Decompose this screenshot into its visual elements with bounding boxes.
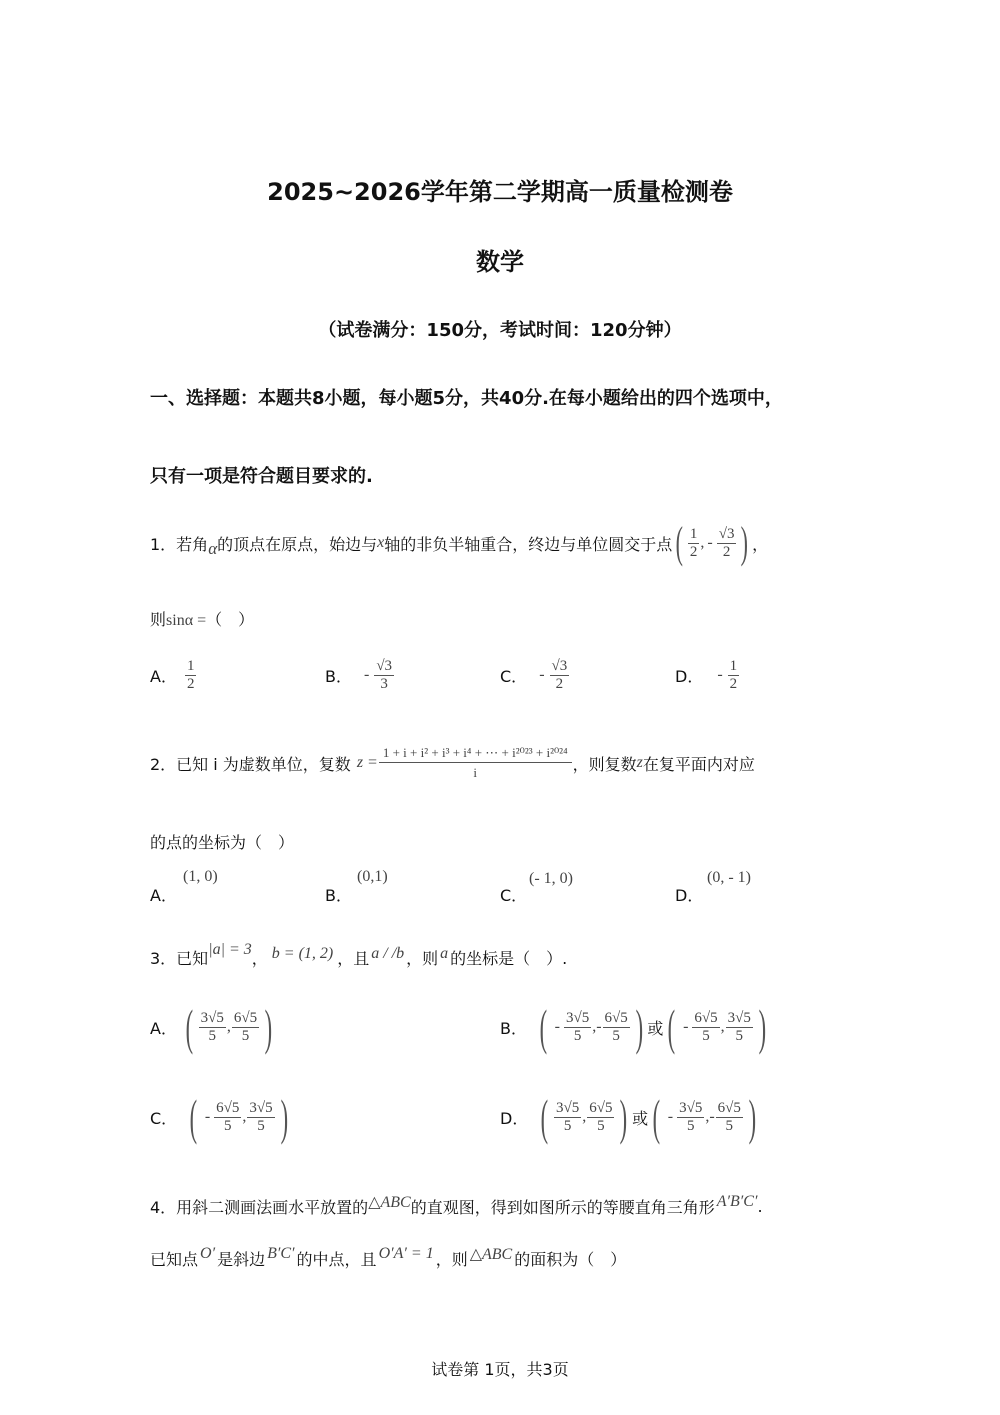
q2-option-b[interactable]: B． (0,1) xyxy=(325,868,388,905)
q1-option-a[interactable]: A． $\frac{1}{2}$ xyxy=(150,658,195,692)
page-footer: 试卷第 1页，共3页 xyxy=(431,1360,569,1379)
section-heading-line1: 一、选择题：本题共8小题，每小题5分，共40分.在每小题给出的四个选项中， xyxy=(150,388,783,409)
question-1-line1: 1．若角 α 的顶点在原点，始边与 x 轴的非负半轴重合，终边与单位圆交于点 ( $\frac{1}{2}$ , - $\frac{√3}{2}$ ) ， xyxy=(150,518,769,567)
right-paren: ) xyxy=(741,518,749,567)
q3-option-d[interactable]: D． ( $\frac{3√5}{5}$ , $\frac{6√5}{5}$ ) 或 ( - $\frac{3√5}{5}$ , - $\frac{6√5}{5}$ ) xyxy=(500,1089,756,1145)
left-paren: ( xyxy=(675,518,684,567)
subject-title: 数学 xyxy=(476,248,524,276)
q1-option-c[interactable]: C． - $\frac{√3}{2}$ xyxy=(500,658,568,692)
q1-option-b[interactable]: B． - $\frac{√3}{3}$ xyxy=(325,658,393,692)
exam-title: 2025~2026学年第二学期高一质量检测卷 xyxy=(267,178,733,206)
question-4-line2: 已知点 O′ 是斜边 B′C′ 的中点，且 O′A′ = 1 ，则 △ABC 的面积为（ ） xyxy=(150,1245,627,1269)
complex-fraction: $\frac{\text{1 + i + i² + i³ + i⁴ + ⋯ + i²⁰²³ + i²⁰²⁴}}{i}$ xyxy=(379,746,572,781)
q2-option-c[interactable]: C． (- 1, 0) xyxy=(500,870,573,905)
point-y-fraction: $\frac{√3}{2}$ xyxy=(718,526,735,560)
question-1-line2: 则sinα =（ ） xyxy=(150,610,255,629)
question-4-line1: 4．用斜二测画法画水平放置的 △ABC 的直观图，得到如图所示的等腰直角三角形 A′B′C′ . xyxy=(150,1193,763,1217)
exam-info: （试卷满分：150分，考试时间：120分钟） xyxy=(318,320,682,341)
q3-option-c[interactable]: C． ( - $\frac{6√5}{5}$ , $\frac{3√5}{5}$ ) xyxy=(150,1089,288,1145)
q3-option-a[interactable]: A． ( $\frac{3√5}{5}$ , $\frac{6√5}{5}$ ) xyxy=(150,999,273,1055)
q1-option-d[interactable]: D． - $\frac{1}{2}$ xyxy=(675,658,738,692)
question-2-line2: 的点的坐标为（ ） xyxy=(150,833,295,852)
q2-option-a[interactable]: A． (1, 0) xyxy=(150,868,218,905)
q2-option-d[interactable]: D． (0, - 1) xyxy=(675,869,751,905)
section-heading-line2: 只有一项是符合题目要求的. xyxy=(150,466,373,487)
question-3: 3．已知 |a| = 3 ， b = (1, 2) ，且 a / /b ，则 a 的坐标是（ ）. xyxy=(150,941,568,968)
question-2-line1: 2．已知 i 为虚数单位，复数 z = $\frac{\text{1 + i + i² + i³ + i⁴ + ⋯ + i²⁰²³ + i²⁰²⁴}}{i}$ ，则复数 z 在复平面内对应 xyxy=(150,744,755,780)
point-x-fraction: $\frac{1}{2}$ xyxy=(689,526,698,560)
q3-option-b[interactable]: B． ( - $\frac{3√5}{5}$ , - $\frac{6√5}{5}$ ) 或 ( - $\frac{6√5}{5}$ , $\frac{3√5}{5}$ ) xyxy=(500,999,766,1055)
